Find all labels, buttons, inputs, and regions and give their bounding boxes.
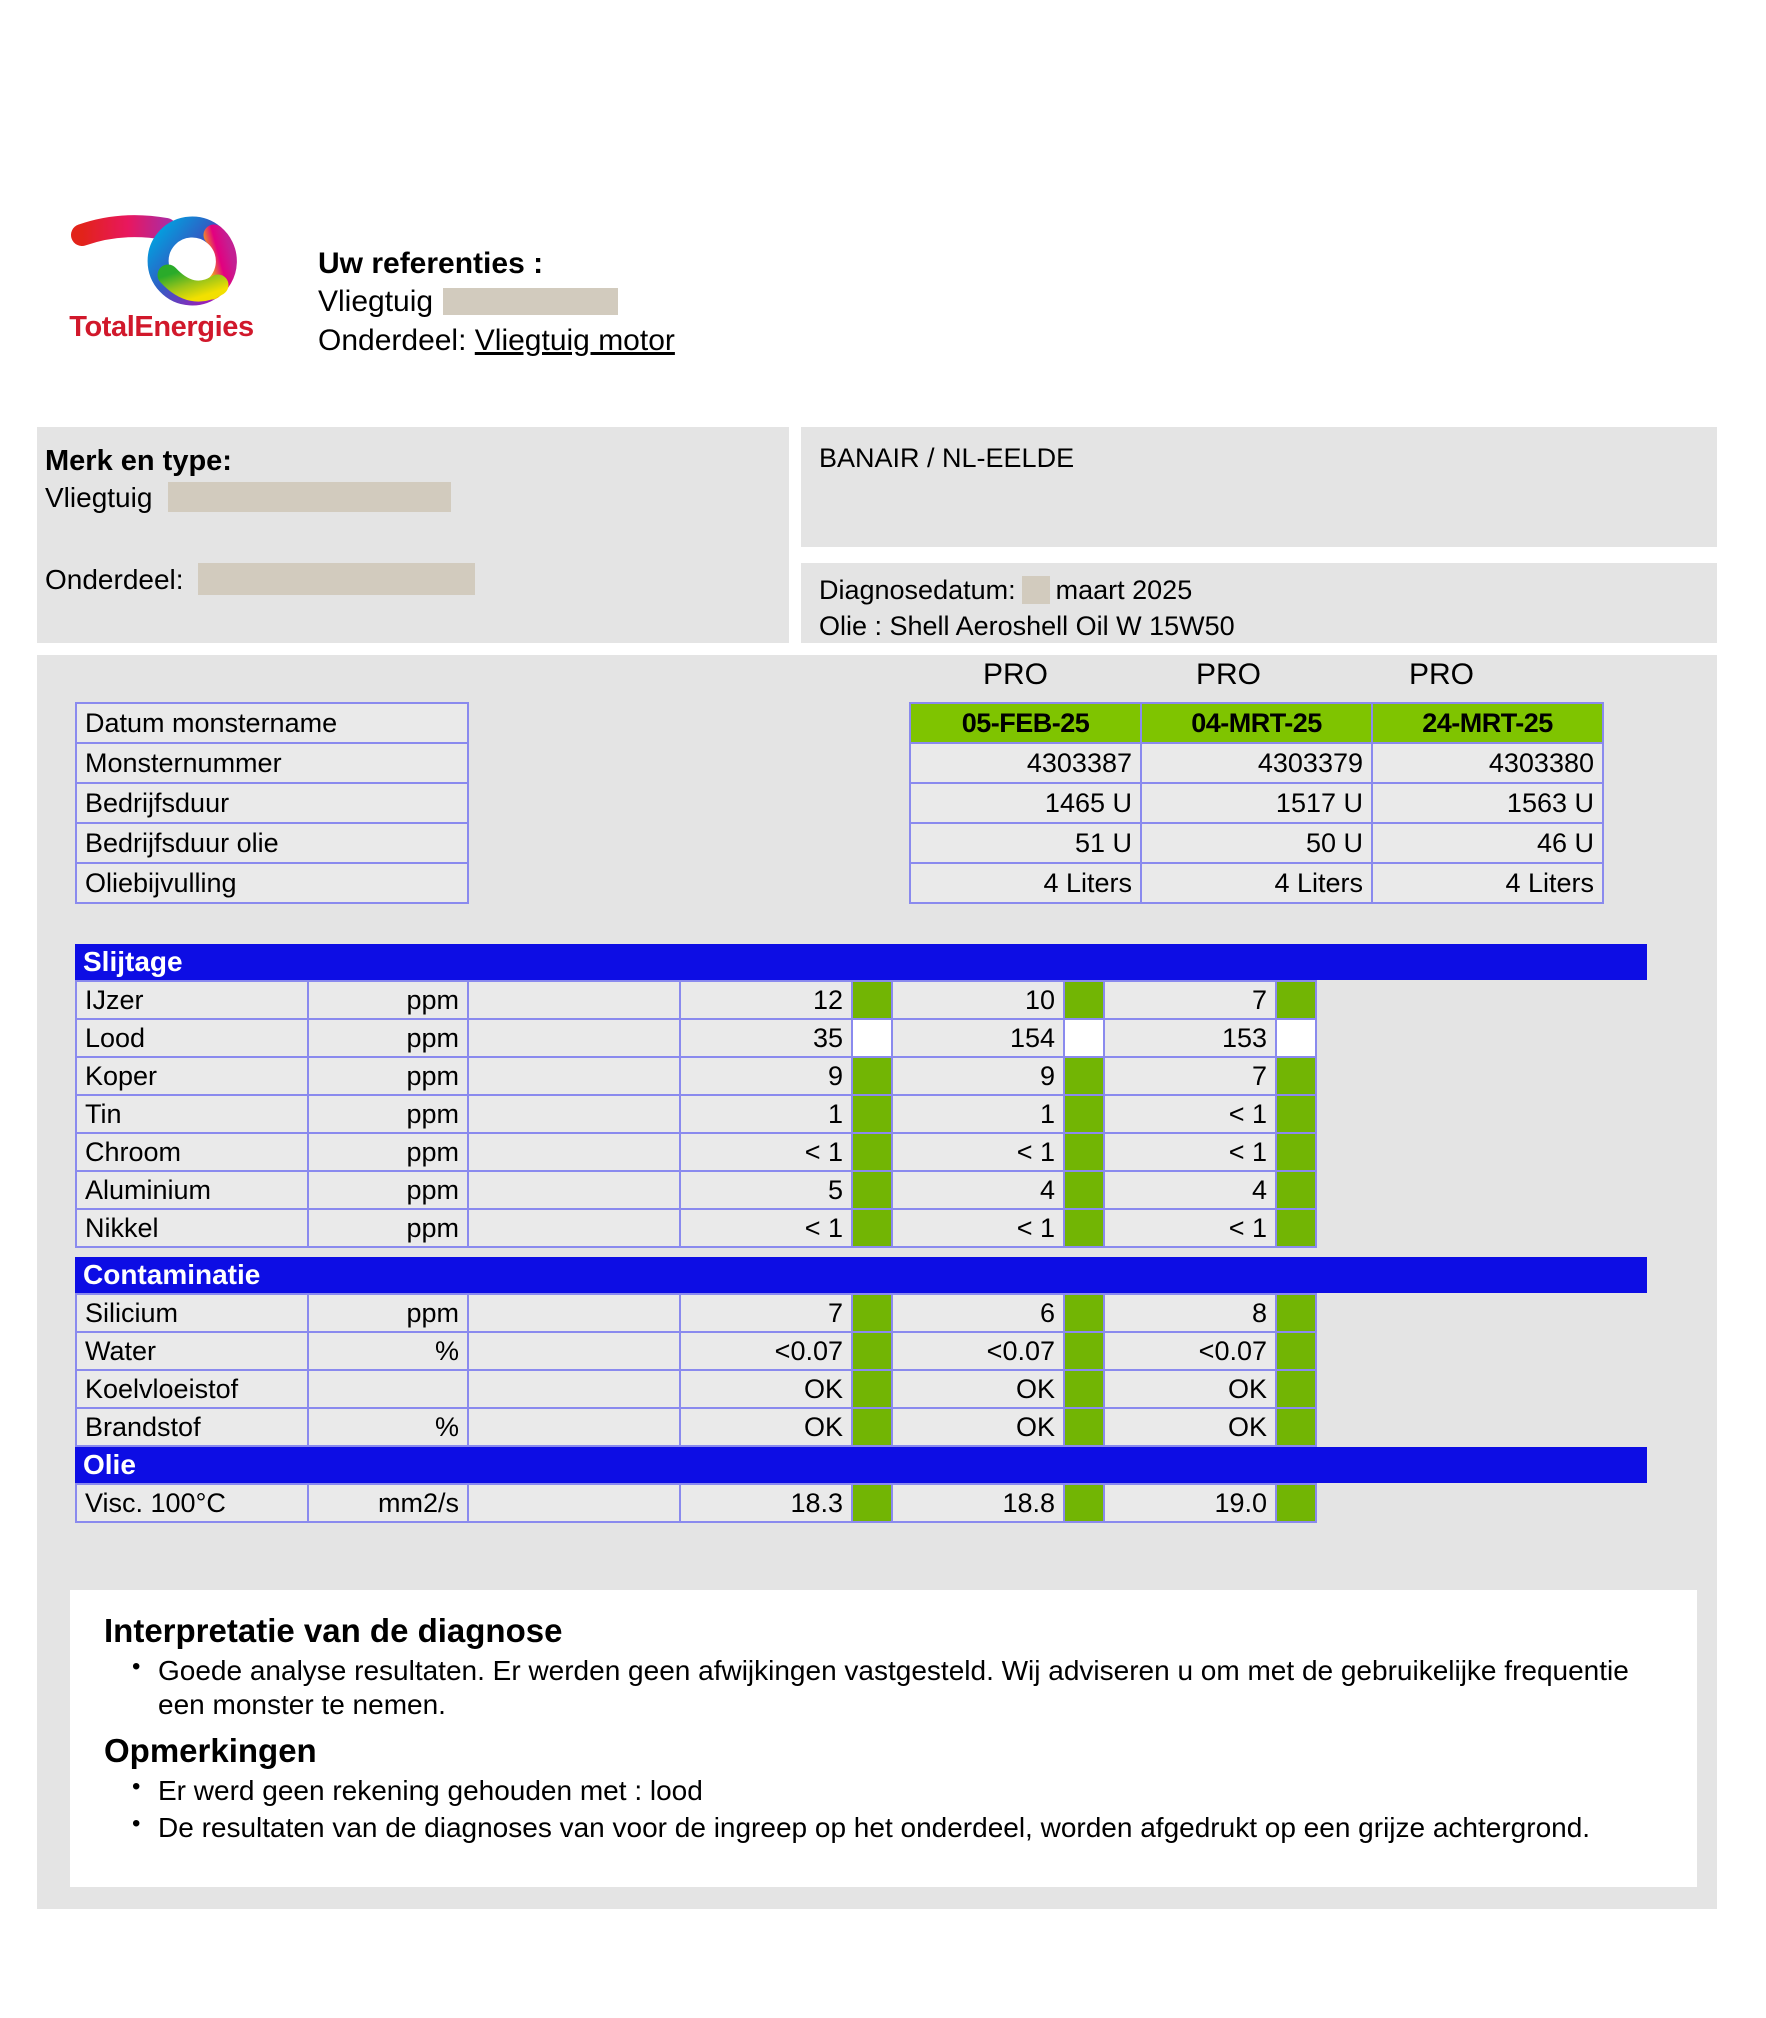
analyte-value: 4 — [1104, 1171, 1276, 1209]
redaction-block — [1022, 576, 1050, 604]
table-row — [76, 743, 468, 783]
analyte-value: 6 — [892, 1294, 1064, 1332]
references-title: Uw referenties : — [318, 247, 544, 280]
analyte-unit: ppm — [308, 1057, 468, 1095]
analyte-unit: ppm — [308, 1171, 468, 1209]
section-contaminatie — [75, 1257, 1677, 1447]
section-olie-title: Olie — [75, 1447, 1647, 1483]
merk-panel-title: Merk en type: — [45, 445, 232, 477]
references-onderdeel-row — [318, 322, 675, 360]
list-item: • Goede analyse resultaten. Er werden geen afwijkingen vastgesteld. Wij adviseren u om met de gebruikelijke frequentie een monster te nemen. — [158, 1654, 1669, 1722]
table-row — [910, 703, 1603, 743]
status-badge — [1064, 1209, 1104, 1247]
analyte-unit: ppm — [308, 1209, 468, 1247]
customer-name: BANAIR / NL-EELDE — [819, 443, 1075, 473]
sample-info-label: Datum monstername — [76, 703, 468, 743]
diagnose-date-value: maart 2025 — [1055, 575, 1193, 605]
status-badge — [852, 1095, 892, 1133]
table-row — [910, 783, 1603, 823]
analyte-value: < 1 — [680, 1133, 852, 1171]
status-badge — [1276, 1057, 1316, 1095]
sample-info-label-body — [76, 703, 468, 903]
sample-info-label-table — [75, 702, 469, 904]
diagnose-date-row — [819, 573, 1717, 609]
sample-info-label: Monsternummer — [76, 743, 468, 783]
diagnose-oil-row: Olie : Shell Aeroshell Oil W 15W50 — [819, 610, 1235, 641]
sample-info-value: 1517 U — [1141, 783, 1372, 823]
interpretation-list — [122, 1654, 1669, 1722]
table-row — [76, 1171, 1316, 1209]
pro-tag-col-2: PRO — [1195, 658, 1261, 691]
sample-info-value: 4 Liters — [1372, 863, 1603, 903]
pro-tag-col-3: PRO — [1408, 658, 1474, 691]
status-badge — [1276, 1370, 1316, 1408]
table-row — [76, 823, 468, 863]
sample-info-label: Bedrijfsduur olie — [76, 823, 468, 863]
analyte-label: Brandstof — [76, 1408, 308, 1446]
references-onderdeel-label: Onderdeel: — [318, 323, 467, 357]
spacer-cell — [468, 1332, 680, 1370]
status-badge — [1276, 1171, 1316, 1209]
analyte-label: Nikkel — [76, 1209, 308, 1247]
status-badge — [1064, 1294, 1104, 1332]
redaction-block — [443, 288, 618, 315]
sample-info-value-body — [910, 703, 1603, 903]
sample-info-value: 4303380 — [1372, 743, 1603, 783]
analyte-label: Chroom — [76, 1133, 308, 1171]
interpretation-heading: Interpretatie van de diagnose — [104, 1612, 563, 1649]
remarks-heading: Opmerkingen — [104, 1732, 317, 1770]
table-row — [76, 1209, 1316, 1247]
sample-info-label: Oliebijvulling — [76, 863, 468, 903]
section-slijtage-title: Slijtage — [75, 944, 1647, 980]
analyte-unit — [308, 1370, 468, 1408]
status-badge — [1276, 1095, 1316, 1133]
analyte-value: 153 — [1104, 1019, 1276, 1057]
analyte-unit: ppm — [308, 1019, 468, 1057]
spacer-cell — [468, 1294, 680, 1332]
status-badge — [1064, 981, 1104, 1019]
analyte-unit: mm2/s — [308, 1484, 468, 1522]
spacer-cell — [468, 1484, 680, 1522]
analyte-value: 9 — [680, 1057, 852, 1095]
sample-info-value: 04-MRT-25 — [1141, 703, 1372, 743]
table-row — [76, 1057, 1316, 1095]
analyte-value: 9 — [892, 1057, 1064, 1095]
interpretation-panel — [70, 1590, 1697, 1887]
totalenergies-logo-icon — [62, 205, 262, 310]
analyte-label: Koelvloeistof — [76, 1370, 308, 1408]
spacer-cell — [468, 1209, 680, 1247]
analyte-value: < 1 — [892, 1209, 1064, 1247]
spacer-cell — [468, 1095, 680, 1133]
section-olie-body — [76, 1484, 1316, 1522]
sample-info-value: 46 U — [1372, 823, 1603, 863]
status-badge — [852, 1408, 892, 1446]
analyte-value: 18.3 — [680, 1484, 852, 1522]
section-olie-table — [75, 1483, 1317, 1523]
analyte-value: < 1 — [1104, 1095, 1276, 1133]
analyte-value: 18.8 — [892, 1484, 1064, 1522]
remarks-list — [122, 1774, 1669, 1845]
analyte-value: < 1 — [1104, 1133, 1276, 1171]
status-badge — [1064, 1408, 1104, 1446]
analyte-label: Lood — [76, 1019, 308, 1057]
status-badge — [1064, 1095, 1104, 1133]
analyte-value: OK — [892, 1370, 1064, 1408]
analyte-value: 1 — [680, 1095, 852, 1133]
status-badge — [1276, 1332, 1316, 1370]
status-badge — [852, 1209, 892, 1247]
analyte-label: Water — [76, 1332, 308, 1370]
analyte-unit: % — [308, 1408, 468, 1446]
analyte-label: Koper — [76, 1057, 308, 1095]
sample-info-value: 4303387 — [910, 743, 1141, 783]
section-slijtage-body — [76, 981, 1316, 1247]
status-badge — [1276, 1408, 1316, 1446]
pro-tag-col-1: PRO — [982, 658, 1048, 691]
sample-info-value: 24-MRT-25 — [1372, 703, 1603, 743]
sample-info-value: 1465 U — [910, 783, 1141, 823]
status-badge — [852, 1019, 892, 1057]
references-onderdeel-value: Vliegtuig motor — [474, 323, 675, 357]
merk-en-type-panel — [37, 427, 789, 643]
analyte-unit: ppm — [308, 1095, 468, 1133]
references-vliegtuig-row — [318, 283, 675, 321]
analyte-value: 10 — [892, 981, 1064, 1019]
table-row — [76, 1332, 1316, 1370]
status-badge — [1064, 1057, 1104, 1095]
status-badge — [852, 1057, 892, 1095]
table-row — [76, 1408, 1316, 1446]
table-row — [76, 1370, 1316, 1408]
status-badge — [1064, 1019, 1104, 1057]
merk-vliegtuig-label: Vliegtuig — [45, 482, 153, 513]
analyte-value: <0.07 — [680, 1332, 852, 1370]
analyte-unit: ppm — [308, 981, 468, 1019]
merk-vliegtuig-row — [45, 482, 789, 534]
table-row — [76, 1019, 1316, 1057]
analyte-value: OK — [1104, 1370, 1276, 1408]
analyte-value: <0.07 — [892, 1332, 1064, 1370]
customer-panel — [801, 427, 1717, 547]
analyte-value: 1 — [892, 1095, 1064, 1133]
status-badge — [1064, 1171, 1104, 1209]
table-row — [76, 1294, 1316, 1332]
analyte-label: Visc. 100°C — [76, 1484, 308, 1522]
sample-info-value: 4 Liters — [910, 863, 1141, 903]
analyte-value: 7 — [1104, 1057, 1276, 1095]
analyte-unit: ppm — [308, 1294, 468, 1332]
analyte-value: 35 — [680, 1019, 852, 1057]
table-row — [910, 743, 1603, 783]
analyte-value: 7 — [680, 1294, 852, 1332]
analyte-value: 12 — [680, 981, 852, 1019]
analyte-label: Aluminium — [76, 1171, 308, 1209]
spacer-cell — [468, 981, 680, 1019]
section-contaminatie-table — [75, 1293, 1317, 1447]
pro-column-tags — [909, 658, 1549, 692]
analyte-unit: ppm — [308, 1133, 468, 1171]
document-header — [0, 0, 1766, 420]
status-badge — [1276, 1294, 1316, 1332]
section-contaminatie-title: Contaminatie — [75, 1257, 1647, 1293]
table-row — [910, 823, 1603, 863]
section-contaminatie-body — [76, 1294, 1316, 1446]
status-badge — [852, 1171, 892, 1209]
status-badge — [852, 1294, 892, 1332]
sample-info-value: 1563 U — [1372, 783, 1603, 823]
table-row — [910, 863, 1603, 903]
analyte-value: 7 — [1104, 981, 1276, 1019]
spacer-cell — [468, 1171, 680, 1209]
status-badge — [1276, 1019, 1316, 1057]
analyte-label: Tin — [76, 1095, 308, 1133]
status-badge — [852, 1370, 892, 1408]
analyte-value: OK — [680, 1370, 852, 1408]
status-badge — [1064, 1370, 1104, 1408]
list-item: • Er werd geen rekening gehouden met : lood — [158, 1774, 1669, 1808]
analyte-value: OK — [1104, 1408, 1276, 1446]
merk-onderdeel-row — [45, 564, 789, 616]
redaction-block — [198, 563, 475, 595]
status-badge — [1064, 1133, 1104, 1171]
section-olie — [75, 1447, 1677, 1523]
table-row — [76, 783, 468, 823]
diagnose-date-label: Diagnosedatum: — [819, 575, 1016, 605]
analyte-value: <0.07 — [1104, 1332, 1276, 1370]
brand-wordmark: TotalEnergies — [69, 311, 254, 343]
analyte-value: 4 — [892, 1171, 1064, 1209]
analyte-value: 154 — [892, 1019, 1064, 1057]
totalenergies-logo — [54, 205, 269, 344]
analyte-value: 19.0 — [1104, 1484, 1276, 1522]
spacer-cell — [468, 1057, 680, 1095]
analyte-value: < 1 — [1104, 1209, 1276, 1247]
status-badge — [852, 1484, 892, 1522]
status-badge — [852, 1133, 892, 1171]
table-row — [76, 703, 468, 743]
section-slijtage-table — [75, 980, 1317, 1248]
spacer-cell — [468, 1133, 680, 1171]
table-row — [76, 1484, 1316, 1522]
diagnose-info-panel — [801, 563, 1717, 643]
spacer-cell — [468, 1408, 680, 1446]
sample-info-value: 4 Liters — [1141, 863, 1372, 903]
redaction-block — [168, 482, 451, 512]
status-badge — [852, 981, 892, 1019]
sample-info-value: 50 U — [1141, 823, 1372, 863]
references-vliegtuig-label: Vliegtuig — [318, 285, 434, 319]
status-badge — [1276, 981, 1316, 1019]
section-slijtage — [75, 944, 1677, 1248]
merk-onderdeel-label: Onderdeel: — [45, 564, 184, 595]
spacer-cell — [468, 1370, 680, 1408]
table-row — [76, 863, 468, 903]
status-badge — [852, 1332, 892, 1370]
analyte-value: OK — [680, 1408, 852, 1446]
status-badge — [1064, 1332, 1104, 1370]
analyte-value: 8 — [1104, 1294, 1276, 1332]
analyte-label: IJzer — [76, 981, 308, 1019]
analyte-value: 5 — [680, 1171, 852, 1209]
analyte-value: OK — [892, 1408, 1064, 1446]
status-badge — [1276, 1484, 1316, 1522]
analyte-unit: % — [308, 1332, 468, 1370]
list-item: • De resultaten van de diagnoses van voor de ingreep op het onderdeel, worden afgedrukt op een grijze achtergrond. — [158, 1811, 1669, 1845]
sample-info-label: Bedrijfsduur — [76, 783, 468, 823]
table-row — [76, 1095, 1316, 1133]
analyte-value: < 1 — [892, 1133, 1064, 1171]
sample-info-value: 05-FEB-25 — [910, 703, 1141, 743]
analyte-label: Silicium — [76, 1294, 308, 1332]
spacer-cell — [468, 1019, 680, 1057]
table-row — [76, 981, 1316, 1019]
status-badge — [1064, 1484, 1104, 1522]
sample-info-value: 4303379 — [1141, 743, 1372, 783]
status-badge — [1276, 1209, 1316, 1247]
sample-info-value-table — [909, 702, 1604, 904]
table-row — [76, 1133, 1316, 1171]
sample-info-value: 51 U — [910, 823, 1141, 863]
analyte-value: < 1 — [680, 1209, 852, 1247]
status-badge — [1276, 1133, 1316, 1171]
your-references-block — [318, 245, 675, 360]
